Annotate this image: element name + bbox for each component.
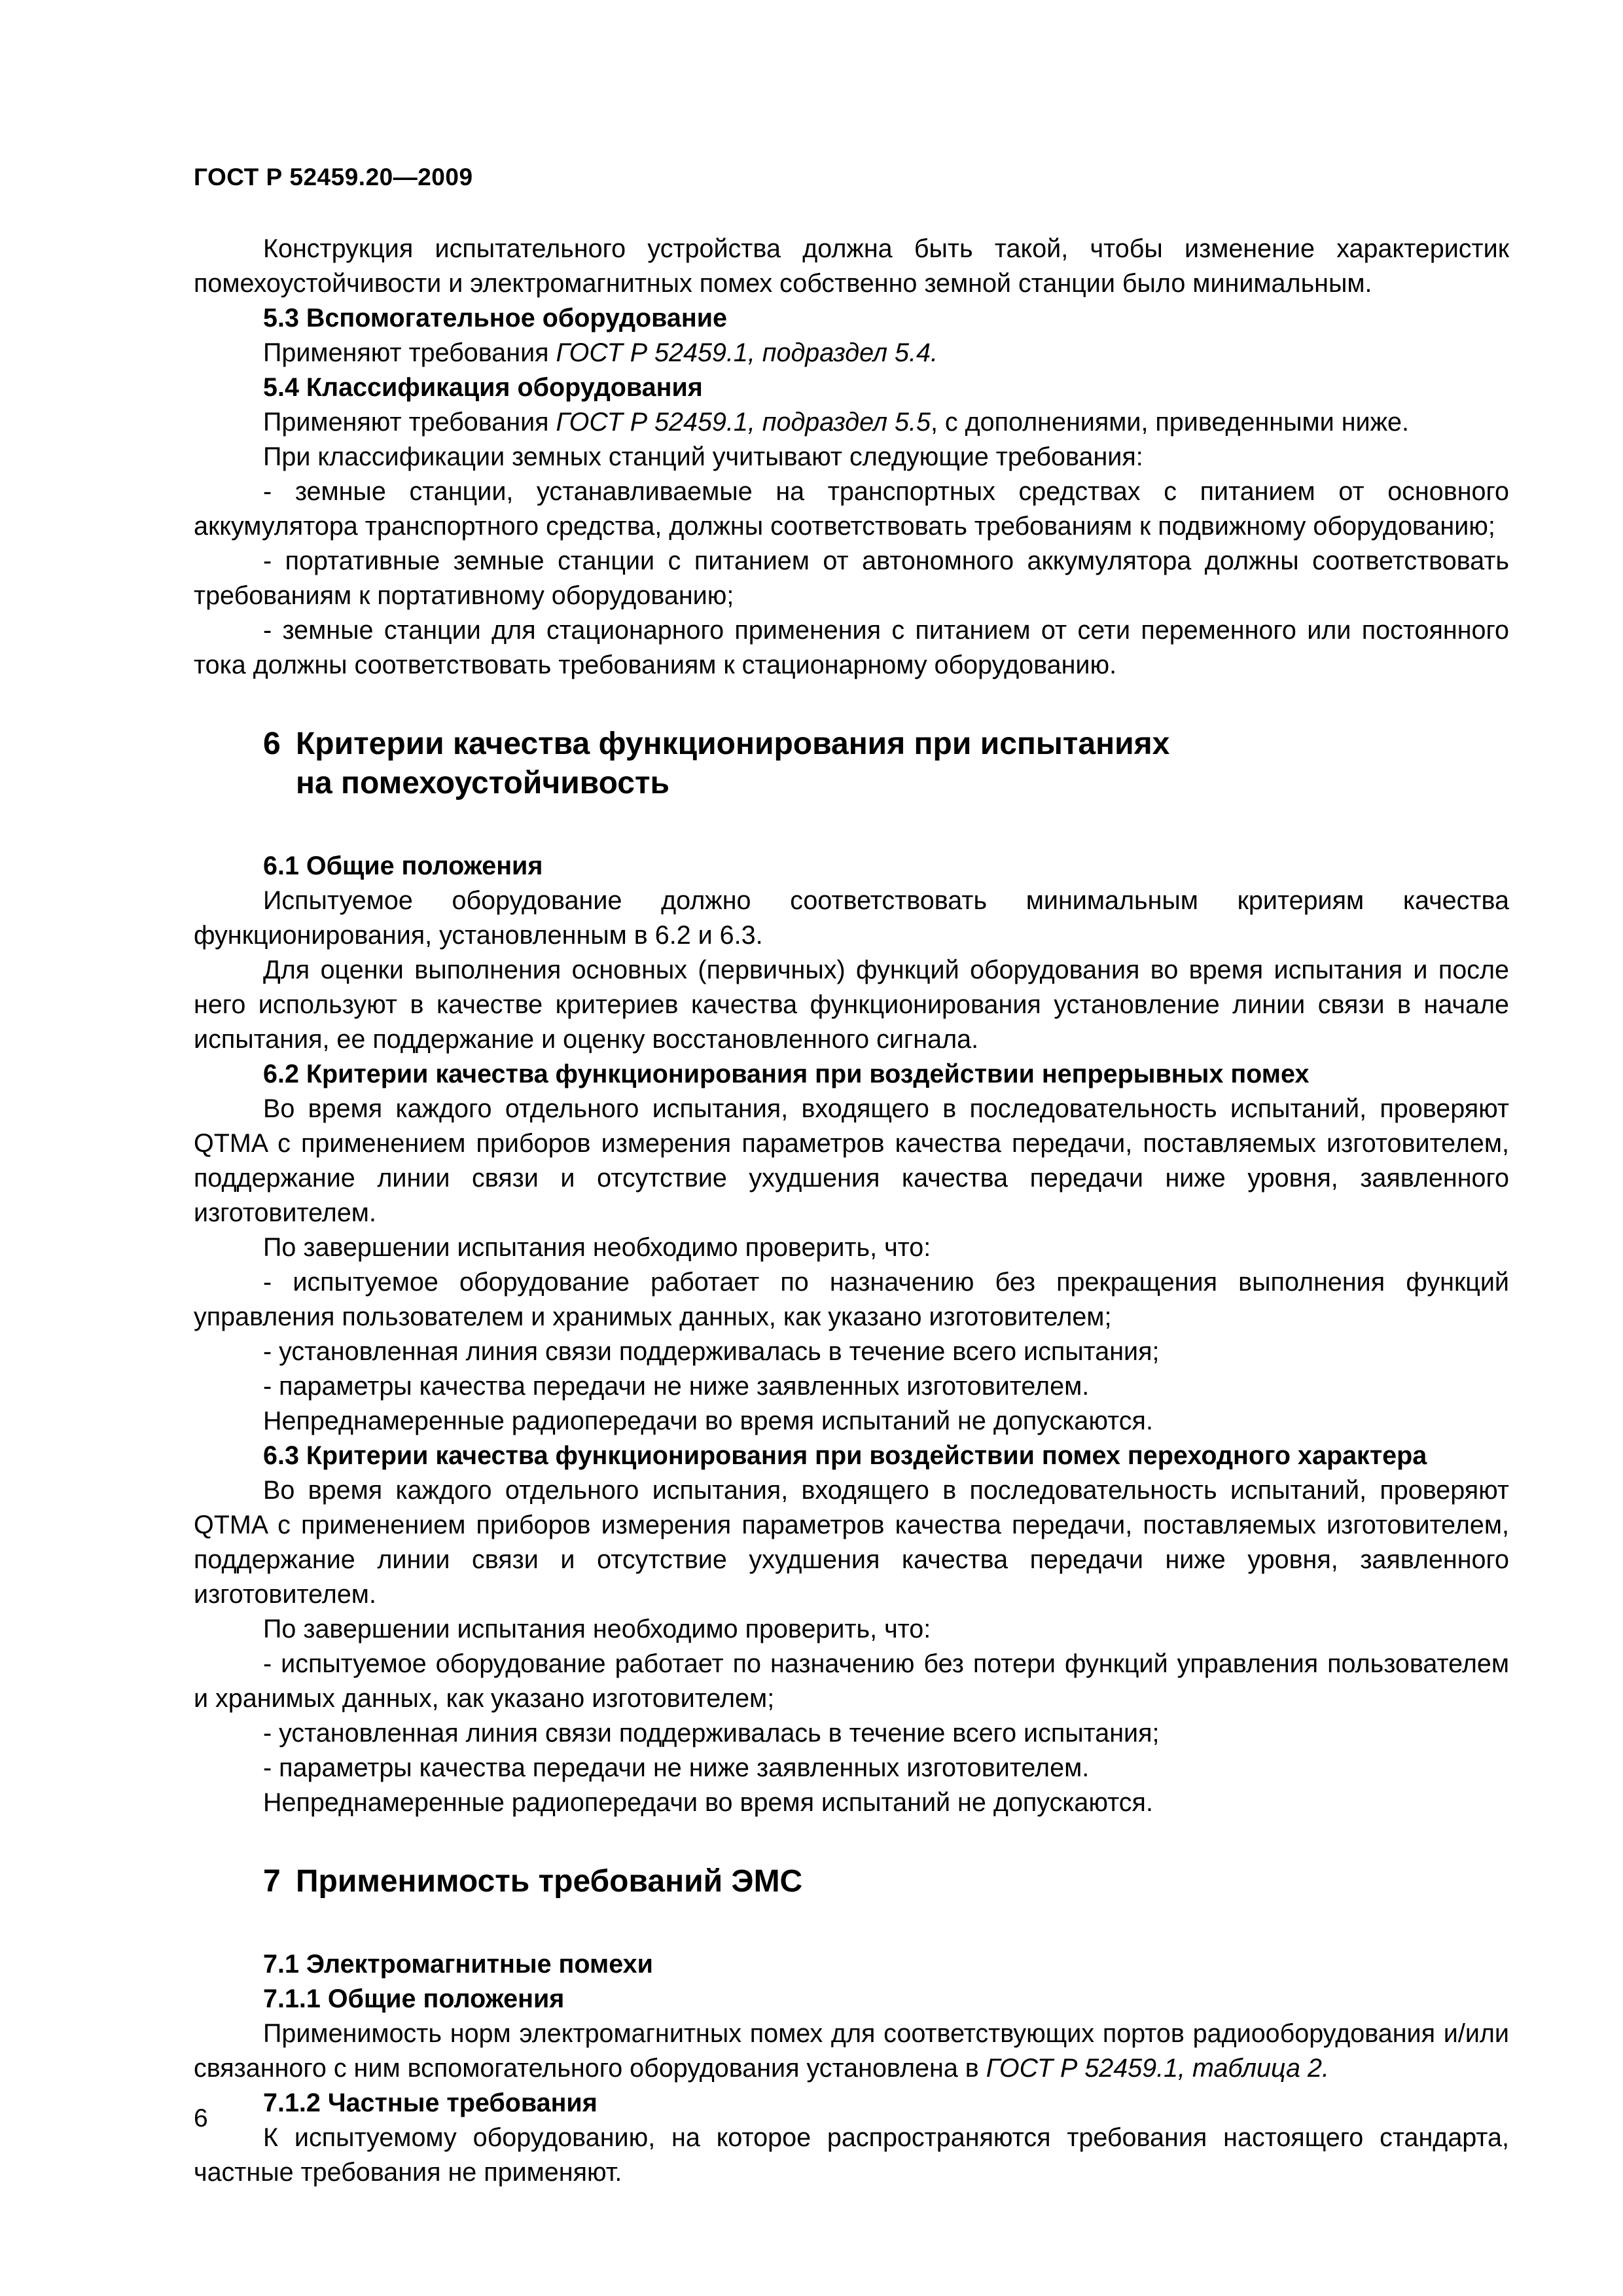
standard-reference: ГОСТ Р 52459.1, таблица 2. — [986, 2054, 1329, 2083]
list-item: - установленная линия связи поддерживалась в течение всего испытания; — [263, 1719, 1160, 1748]
paragraph: Во время каждого отдельного испытания, входящего в последовательность испытаний, проверяют QTMA с применением приборов измерения параметров качества передачи, поставляемых изготовителем, поддержание линии связи и отсутствие ухудшения качества передачи ниже уровня, заявленного изготовителем. — [194, 1476, 1509, 1609]
section-7-1-title: 7.1 Электромагнитные помехи — [263, 1950, 653, 1979]
section-5-3-text: Применяют требования ГОСТ Р 52459.1, подраздел 5.4. — [263, 338, 938, 367]
paragraph: Испытуемое оборудование должно соответствовать минимальным критериям качества функционирования, установленным в 6.2 и 6.3. — [194, 886, 1509, 950]
paragraph: Во время каждого отдельного испытания, входящего в последовательность испытаний, проверяют QTMA с применением приборов измерения параметров качества передачи, поставляемых изготовителем, поддержание линии связи и отсутствие ухудшения качества передачи ниже уровня, заявленного изготовителем. — [194, 1094, 1509, 1227]
page-content — [194, 164, 1509, 2190]
paragraph: Конструкция испытательного устройства должна быть такой, чтобы изменение характеристик помехоустойчивости и электромагнитных помех собственно земной станции было минимальным. — [194, 234, 1509, 298]
section-5-4-text: Применяют требования ГОСТ Р 52459.1, подраздел 5.5, с дополнениями, приведенными ниже. — [263, 408, 1409, 437]
paragraph: По завершении испытания необходимо проверить, что: — [263, 1615, 931, 1643]
section-6-heading: 6 Критерии качества функционирования при испытаниях на помехоустойчивость — [263, 726, 1170, 800]
section-5-3-title: 5.3 Вспомогательное оборудование — [263, 304, 727, 332]
list-item: - портативные земные станции с питанием от автономного аккумулятора должны соответствовать требованиям к портативному оборудованию; — [194, 547, 1509, 610]
page-number: 6 — [194, 2104, 208, 2132]
list-item: - установленная линия связи поддерживалась в течение всего испытания; — [263, 1337, 1160, 1366]
paragraph: К испытуемому оборудованию, на которое распространяются требования настоящего стандарта, частные требования не применяют. — [194, 2123, 1509, 2187]
section-6-1-title: 6.1 Общие положения — [263, 852, 543, 880]
section-7-heading: 7 Применимость требований ЭМС — [263, 1864, 803, 1899]
paragraph: Непреднамеренные радиопередачи во время испытаний не допускаются. — [263, 1788, 1153, 1817]
list-item: - земные станции, устанавливаемые на транспортных средствах с питанием от основного аккумулятора транспортного средства, должны соответствовать требованиям к подвижному оборудованию; — [194, 477, 1509, 541]
section-6-3-title: 6.3 Критерии качества функционирования при воздействии помех переходного характера — [263, 1441, 1427, 1470]
list-item: - испытуемое оборудование работает по назначению без потери функций управления пользователем и хранимых данных, как указано изготовителем; — [194, 1649, 1509, 1713]
section-7-1-1-text: Применимость норм электромагнитных помех для соответствующих портов радиооборудования и/или связанного с ним вспомогательного оборудования установлена в ГОСТ Р 52459.1, таблица 2. — [194, 2019, 1509, 2083]
section-6-2-title: 6.2 Критерии качества функционирования при воздействии непрерывных помех — [263, 1060, 1310, 1088]
document-header: ГОСТ Р 52459.20—2009 — [194, 164, 473, 190]
list-item: - испытуемое оборудование работает по назначению без прекращения выполнения функций управления пользователем и хранимых данных, как указано изготовителем; — [194, 1268, 1509, 1331]
paragraph: При классификации земных станций учитывают следующие требования: — [263, 442, 1143, 471]
standard-reference: ГОСТ Р 52459.1, подраздел 5.5 — [556, 408, 931, 437]
paragraph: Для оценки выполнения основных (первичных) функций оборудования во время испытания и после него используют в качестве критериев качества функционирования установление линии связи в начале испытания, ее поддержание и оценку восстановленного сигнала. — [194, 956, 1509, 1054]
paragraph: По завершении испытания необходимо проверить, что: — [263, 1233, 931, 1262]
list-item: - параметры качества передачи не ниже заявленных изготовителем. — [263, 1372, 1090, 1401]
paragraph: Непреднамеренные радиопередачи во время испытаний не допускаются. — [263, 1407, 1153, 1435]
list-item: - параметры качества передачи не ниже заявленных изготовителем. — [263, 1753, 1090, 1782]
section-7-1-2-title: 7.1.2 Частные требования — [263, 2089, 597, 2117]
section-7-1-1-title: 7.1.1 Общие положения — [263, 1984, 565, 2013]
list-item: - земные станции для стационарного применения с питанием от сети переменного или постоянного тока должны соответствовать требованиям к стационарному оборудованию. — [194, 616, 1509, 679]
section-5-4-title: 5.4 Классификация оборудования — [263, 373, 703, 402]
standard-reference: ГОСТ Р 52459.1, подраздел 5.4. — [556, 338, 938, 367]
